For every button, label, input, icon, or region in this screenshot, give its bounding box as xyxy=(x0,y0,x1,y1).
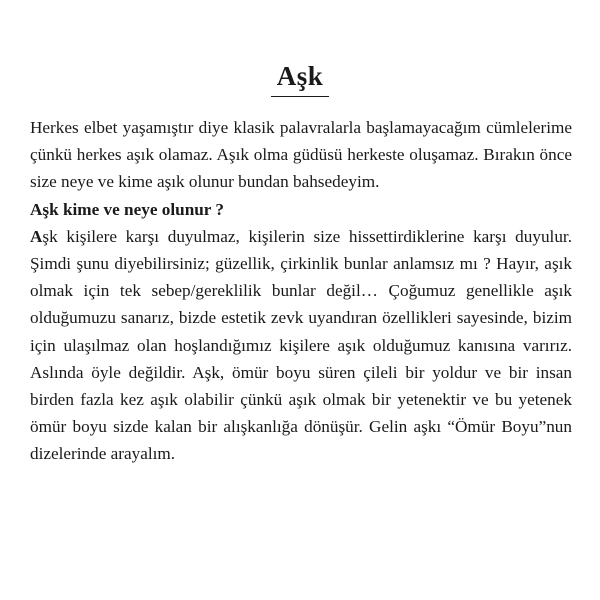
second-paragraph-text: şk kişilere karşı duyulmaz, kişilerin size hissettirdiklerine karşı duyulur. Şimdi şunu diyebilirsiniz; güzellik, çirkinlik bunlar anlamsız mı ? Hayır, aşık olmak için tek sebep/gereklilik bunlar değil… Çoğumuz genellikle aşık olduğumuzu sanarız, bizde estetik zevk uyandıran özellikleri sayesinde, bizim için ulaşılmaz olan hoşlandığımız kişilere aşık olduğumuz kanısına varırız. Aslında öyle değildir. Aşk, ömür boyu süren çileli bir yoldur ve bir insan birden fazla kez aşık olabilir çünkü aşık olmak bir yetenektir ve bu yetenek ömür boyu sizde kalan bir alışkanlığa dönüşür. Gelin aşkı “Ömür Boyu”nun dizelerinde arayalım. xyxy=(30,226,572,464)
paragraph-initial-letter: A xyxy=(30,226,43,246)
intro-paragraph: Herkes elbet yaşamıştır diye klasik palavralarla başlamayacağım cümlelerime çünkü herkes aşık olamaz. Aşık olma güdüsü herkeste oluşamaz. Bırakın önce size neye ve kime aşık olunur bundan bahsedeyim. xyxy=(30,118,572,192)
article-body xyxy=(30,114,572,468)
page-title: Aşk xyxy=(271,58,330,97)
section-heading: Aşk kime ve neye olunur ? xyxy=(30,199,225,219)
second-paragraph xyxy=(30,223,572,468)
title-container xyxy=(0,58,600,97)
